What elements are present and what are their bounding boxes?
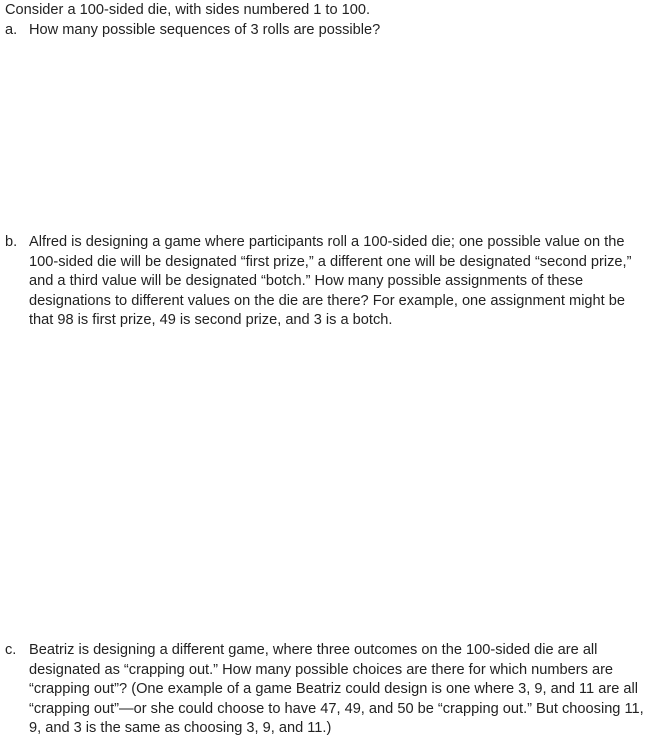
question-c-line: Beatriz is designing a different game, where three outcomes on the 100-sided die are all bbox=[29, 642, 598, 658]
question-b-letter: b. bbox=[5, 234, 18, 250]
question-a-text bbox=[29, 21, 655, 41]
intro-text: Consider a 100-sided die, with sides numbered 1 to 100. bbox=[5, 2, 371, 18]
question-a bbox=[5, 21, 655, 41]
question-c-text bbox=[29, 641, 655, 739]
question-a-line: How many possible sequences of 3 rolls are possible? bbox=[29, 22, 381, 38]
question-c-line: “crapping out”—or she could choose to have 47, 49, and 50 be “crapping out.” But choosing 11, bbox=[29, 700, 644, 717]
question-b bbox=[5, 233, 655, 331]
question-b-line: 100-sided die will be designated “first prize,” a different one will be designated “second prize,” bbox=[29, 253, 632, 270]
question-c-line: 9, and 3 is the same as choosing 3, 9, and 11.) bbox=[29, 720, 332, 736]
question-b-text bbox=[29, 233, 655, 331]
question-c-line: designated as “crapping out.” How many possible choices are there for which numbers are bbox=[29, 661, 614, 678]
question-b-line: that 98 is first prize, 49 is second prize, and 3 is a botch. bbox=[29, 312, 393, 328]
question-b-line: designations to different values on the die are there? For example, one assignment might be bbox=[29, 292, 626, 309]
question-a-letter: a. bbox=[5, 22, 18, 38]
question-b-line: Alfred is designing a game where participants roll a 100-sided die; one possible value on the bbox=[29, 234, 625, 250]
question-c-line: “crapping out”? (One example of a game Beatriz could design is one where 3, 9, and 11 are all bbox=[29, 681, 638, 697]
question-c bbox=[5, 641, 655, 739]
question-b-line: and a third value will be designated “botch.” How many possible assignments of these bbox=[29, 273, 584, 289]
question-c-letter: c. bbox=[5, 642, 17, 658]
